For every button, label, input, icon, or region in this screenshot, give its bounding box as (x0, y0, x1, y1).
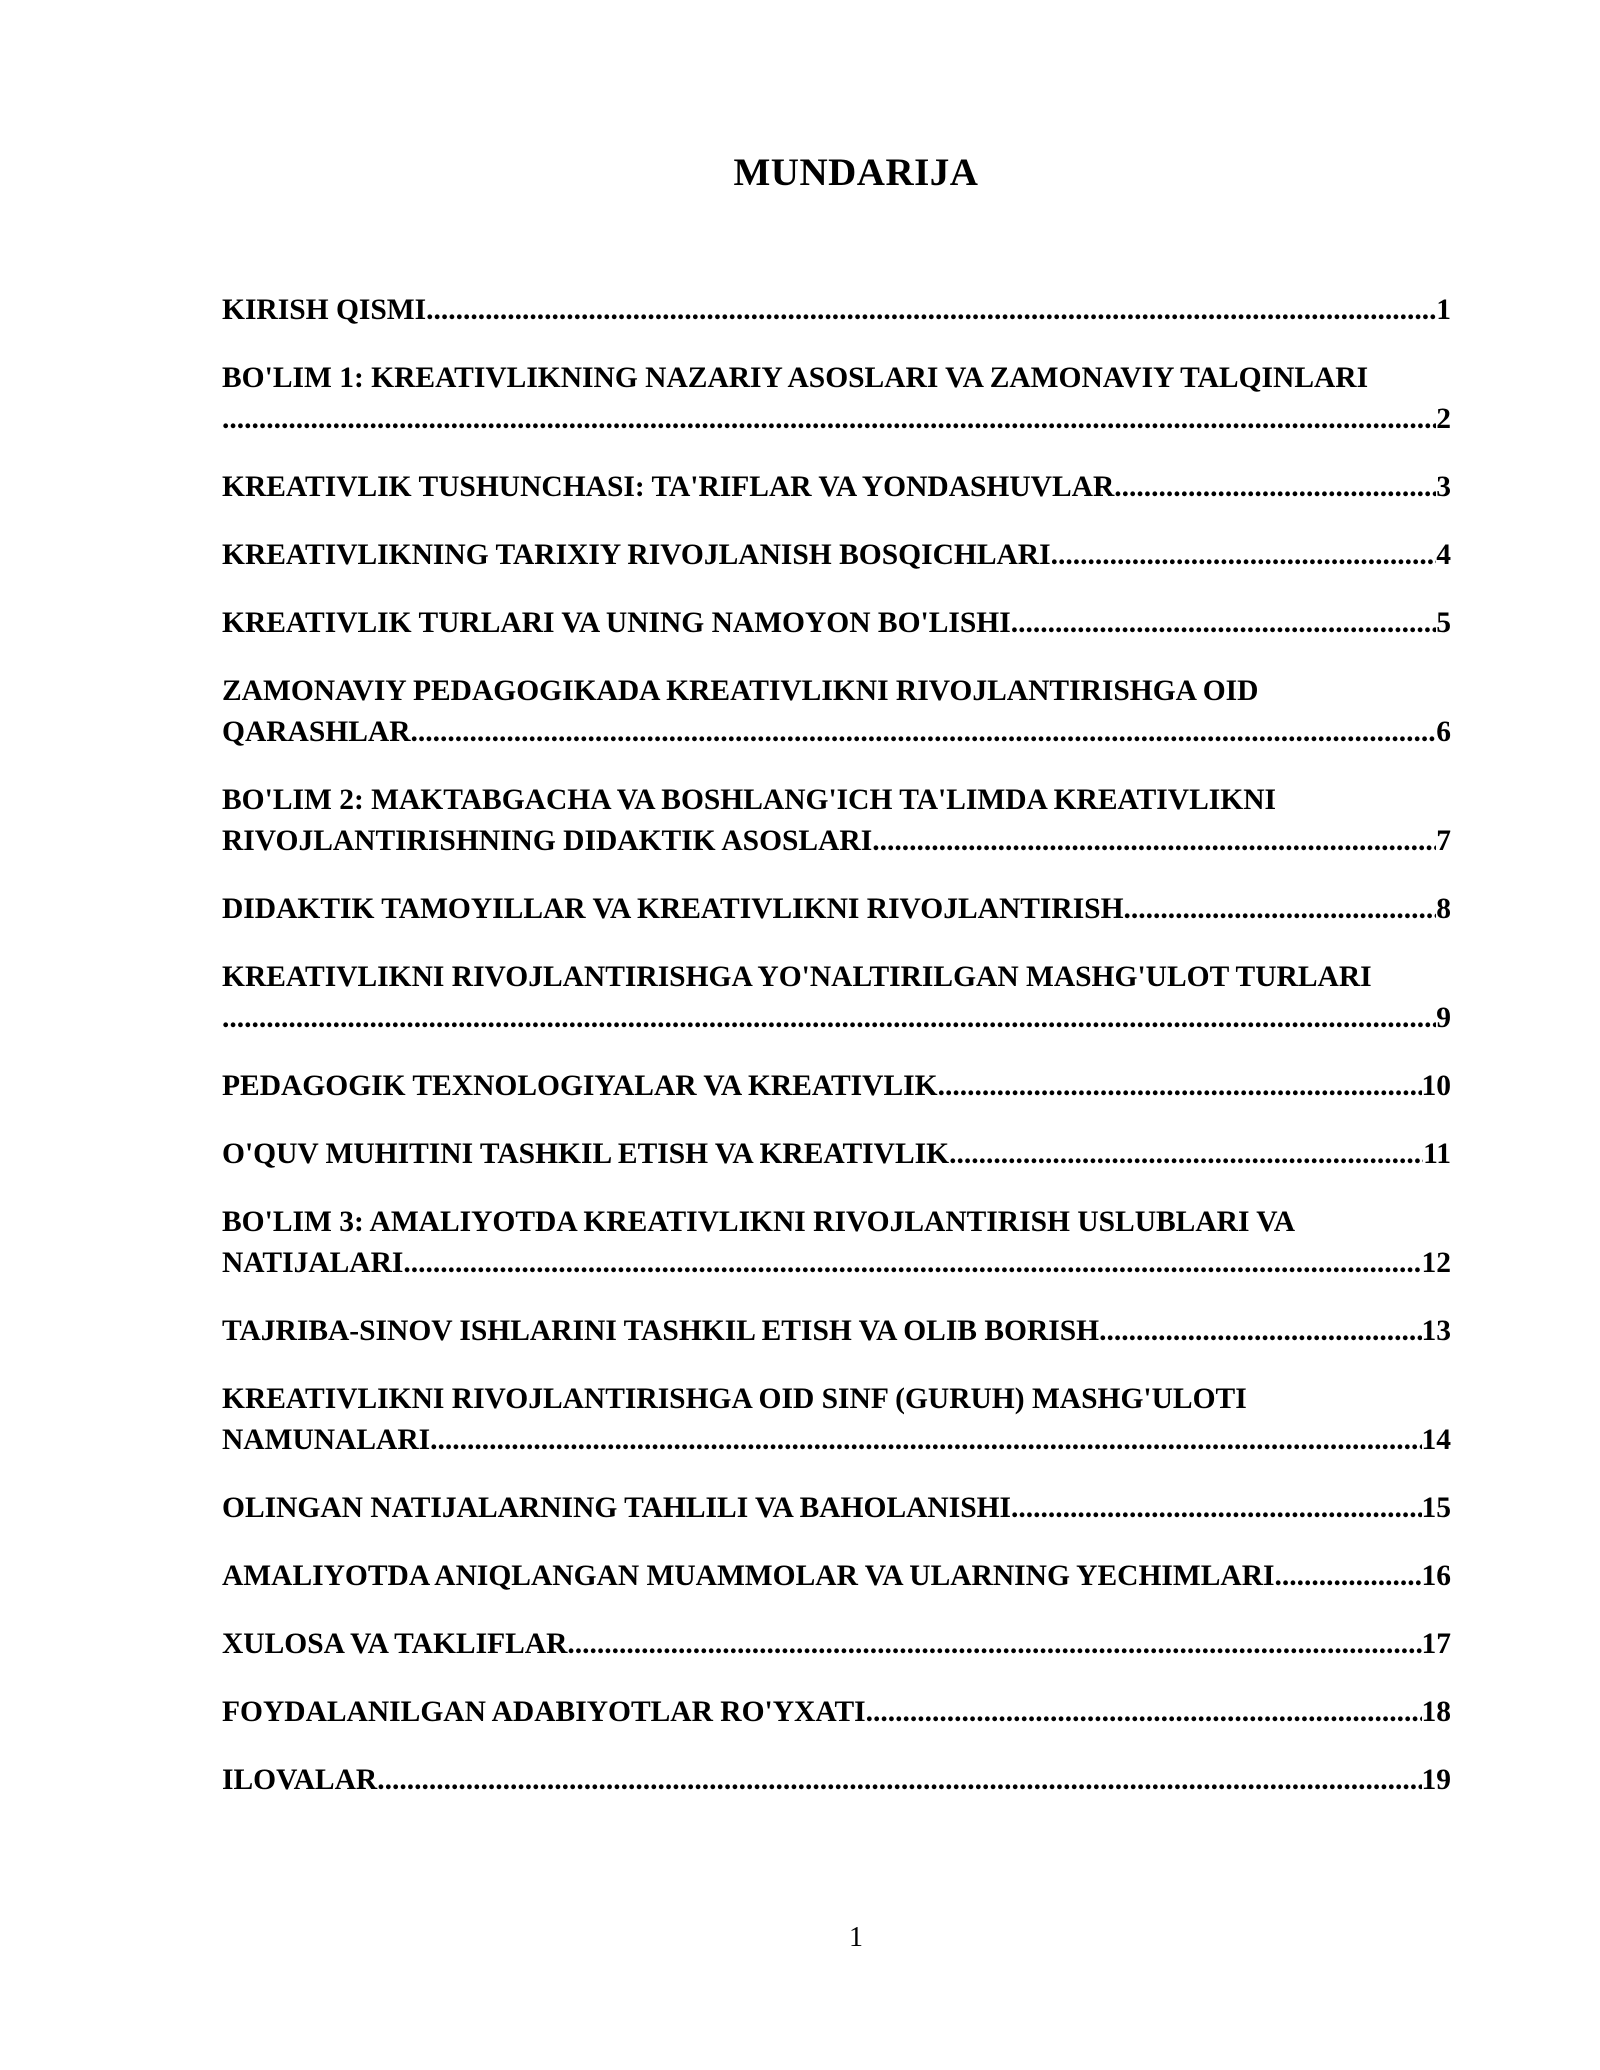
table-of-contents (222, 290, 1451, 1828)
toc-entry-title-line: NAMUNALARI (222, 1424, 431, 1456)
toc-entry[interactable] (222, 1556, 1451, 1597)
toc-entry[interactable] (222, 1202, 1451, 1284)
toc-entry-page-number: 4 (1436, 539, 1451, 571)
dot-leader (426, 290, 1436, 331)
toc-entry-page-number: 13 (1421, 1315, 1451, 1347)
toc-entry[interactable] (222, 1379, 1451, 1461)
toc-entry-title-line: OLINGAN NATIJALARNING TAHLILI VA BAHOLANISHI (222, 1492, 1012, 1524)
toc-entry-page-number: 10 (1421, 1070, 1451, 1102)
toc-entry-leader-line (222, 1488, 1451, 1529)
toc-entry[interactable] (222, 1624, 1451, 1665)
toc-entry-title-line: RIVOJLANTIRISHNING DIDAKTIK ASOSLARI (222, 825, 873, 857)
toc-entry-title-line: XULOSA VA TAKLIFLAR (222, 1628, 568, 1660)
toc-entry-title-line: NATIJALARI (222, 1247, 404, 1279)
toc-entry-leader-line (222, 467, 1451, 508)
dot-leader (1099, 1311, 1421, 1352)
toc-entry-page-number: 12 (1421, 1247, 1451, 1279)
toc-entry-page-number: 19 (1421, 1764, 1451, 1796)
toc-entry-title-line: KREATIVLIKNI RIVOJLANTIRISHGA OID SINF (GURUH) MASHG'ULOTI (222, 1383, 1247, 1415)
toc-entry[interactable] (222, 780, 1451, 862)
dot-leader (430, 1420, 1421, 1461)
toc-entry-page-number: 8 (1436, 893, 1451, 925)
dot-leader (1275, 1556, 1422, 1597)
footer-page-number: 1 (849, 1922, 863, 1953)
toc-entry-leader-line (222, 889, 1451, 930)
toc-entry-leader-line (222, 1066, 1451, 1107)
toc-entry[interactable] (222, 1692, 1451, 1733)
toc-entry[interactable] (222, 671, 1451, 753)
dot-leader (222, 998, 1436, 1039)
toc-entry-title-line: DIDAKTIK TAMOYILLAR VA KREATIVLIKNI RIVOJLANTIRISH (222, 893, 1124, 925)
dot-leader (1051, 535, 1437, 576)
toc-entry-title-line: ZAMONAVIY PEDAGOGIKADA KREATIVLIKNI RIVOJLANTIRISHGA OID (222, 675, 1259, 707)
toc-entry-title-line: O'QUV MUHITINI TASHKIL ETISH VA KREATIVLIK (222, 1138, 950, 1170)
toc-entry-title-line: BO'LIM 1: KREATIVLIKNING NAZARIY ASOSLARI VA ZAMONAVIY TALQINLARI (222, 362, 1369, 394)
dot-leader (222, 399, 1436, 440)
toc-entry-page-number: 11 (1423, 1138, 1451, 1170)
toc-entry-leader-line (222, 998, 1451, 1039)
toc-entry-leader-line (222, 821, 1451, 862)
toc-entry-title-line: AMALIYOTDA ANIQLANGAN MUAMMOLAR VA ULARNING YECHIMLARI (222, 1560, 1275, 1592)
dot-leader (1114, 467, 1436, 508)
toc-entry-leader-line (222, 290, 1451, 331)
toc-entry-page-number: 1 (1436, 294, 1451, 326)
toc-entry-title-line: KREATIVLIKNI RIVOJLANTIRISHGA YO'NALTIRILGAN MASHG'ULOT TURLARI (222, 961, 1372, 993)
toc-entry-title-line: KREATIVLIKNING TARIXIY RIVOJLANISH BOSQICHLARI (222, 539, 1051, 571)
dot-leader (377, 1760, 1421, 1801)
toc-entry-leader-line (222, 399, 1451, 440)
toc-entry-title-line: KIRISH QISMI (222, 294, 427, 326)
dot-leader (1011, 1488, 1421, 1529)
toc-entry-page-number: 2 (1436, 403, 1451, 435)
dot-leader (872, 821, 1436, 862)
toc-entry-title-line: BO'LIM 3: AMALIYOTDA KREATIVLIKNI RIVOJLANTIRISH USLUBLARI VA (222, 1206, 1296, 1238)
dot-leader (411, 712, 1437, 753)
toc-entry-leader-line (222, 1556, 1451, 1597)
toc-entry[interactable] (222, 1488, 1451, 1529)
toc-entry-title-line: KREATIVLIK TUSHUNCHASI: TA'RIFLAR VA YONDASHUVLAR (222, 471, 1115, 503)
toc-entry[interactable] (222, 467, 1451, 508)
toc-entry[interactable] (222, 1066, 1451, 1107)
toc-entry-page-number: 17 (1421, 1628, 1451, 1660)
toc-entry-page-number: 15 (1421, 1492, 1451, 1524)
page-title: MUNDARIJA (733, 151, 979, 194)
toc-entry-leader-line (222, 603, 1451, 644)
toc-entry-leader-line (222, 1624, 1451, 1665)
toc-entry-title-line: TAJRIBA-SINOV ISHLARINI TASHKIL ETISH VA OLIB BORISH (222, 1315, 1100, 1347)
toc-entry-page-number: 6 (1436, 716, 1451, 748)
toc-entry-title-line: ILOVALAR (222, 1764, 378, 1796)
toc-entry[interactable] (222, 889, 1451, 930)
toc-entry-leader-line (222, 1311, 1451, 1352)
toc-entry-leader-line (222, 1134, 1451, 1175)
toc-entry-title-line: PEDAGOGIK TEXNOLOGIYALAR VA KREATIVLIK (222, 1070, 938, 1102)
toc-entry[interactable] (222, 1760, 1451, 1801)
toc-entry-page-number: 3 (1436, 471, 1451, 503)
toc-entry-page-number: 5 (1436, 607, 1451, 639)
toc-entry-page-number: 9 (1436, 1002, 1451, 1034)
dot-leader (403, 1243, 1421, 1284)
toc-entry[interactable] (222, 535, 1451, 576)
dot-leader (1011, 603, 1437, 644)
dot-leader (866, 1692, 1422, 1733)
toc-entry[interactable] (222, 1311, 1451, 1352)
toc-entry-leader-line (222, 535, 1451, 576)
toc-entry-page-number: 7 (1436, 825, 1451, 857)
toc-entry-title-line: BO'LIM 2: MAKTABGACHA VA BOSHLANG'ICH TA'LIMDA KREATIVLIKNI (222, 784, 1276, 816)
toc-entry-leader-line (222, 1243, 1451, 1284)
toc-entry-title-line: FOYDALANILGAN ADABIYOTLAR RO'YXATI (222, 1696, 866, 1728)
toc-entry[interactable] (222, 957, 1451, 1039)
dot-leader (1124, 889, 1437, 930)
toc-entry-title-line: KREATIVLIK TURLARI VA UNING NAMOYON BO'LISHI (222, 607, 1011, 639)
toc-entry-page-number: 16 (1421, 1560, 1451, 1592)
toc-entry[interactable] (222, 603, 1451, 644)
toc-entry[interactable] (222, 1134, 1451, 1175)
toc-entry[interactable] (222, 358, 1451, 440)
dot-leader (938, 1066, 1422, 1107)
dot-leader (949, 1134, 1423, 1175)
toc-entry-leader-line (222, 1420, 1451, 1461)
toc-entry-page-number: 18 (1421, 1696, 1451, 1728)
toc-entry-title-line: QARASHLAR (222, 716, 411, 748)
toc-entry[interactable] (222, 290, 1451, 331)
toc-entry-leader-line (222, 1760, 1451, 1801)
toc-entry-leader-line (222, 1692, 1451, 1733)
dot-leader (567, 1624, 1421, 1665)
toc-entry-page-number: 14 (1421, 1424, 1451, 1456)
toc-entry-leader-line (222, 712, 1451, 753)
